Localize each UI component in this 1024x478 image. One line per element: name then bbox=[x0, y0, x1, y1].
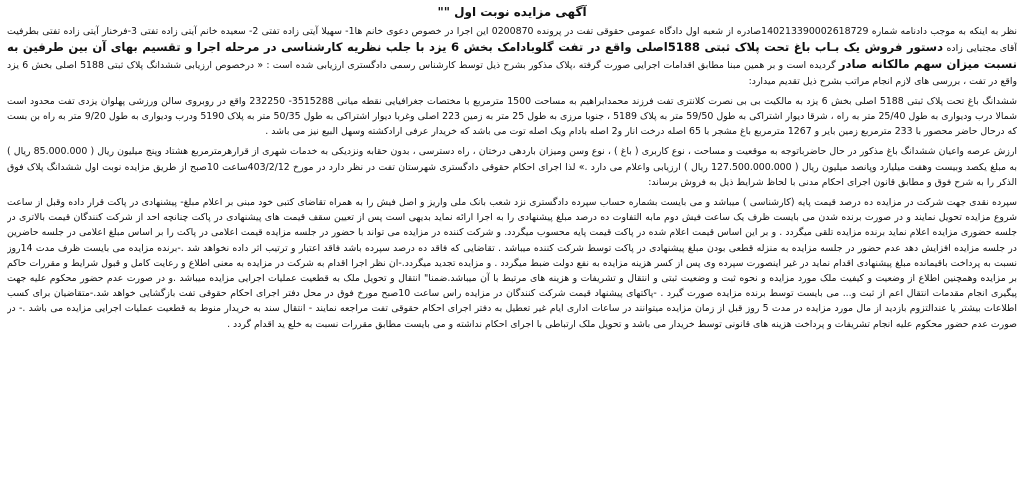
notice-paragraph-conditions: سپرده نقدی جهت شرکت در مزایده ده درصد قیمت پایه (کارشناسی ) میباشد و می بایست بشماره حساب سپرده دادگستری نزد شعب بانک ملی واریز و اصل فیش را به همراه تقاضای کتبی خود مبنی بر اعلام مبلغ- پیشنهادی در پاکت قرار داده وقبل از ساعت شروع مزایده تحویل نمایند و در صورت برنده شدن می بایست ظرف یک ساعت فیش دوم مابه التفاوت ده درصد مبلغ پیشنهادی را به اجرا ارائه نماید بدیهی است پس از تعیین سقف قیمت های پیشنهادی در پاکت چنانچه احد از شرکت کنندگان قیمت بالاتری در جلسه حضوری مزایده اعلام نماید برنده مزایده تلقی میگردد . و بر این اساس قیمت اعلام شده در پاکت قیمت پایه محسوب میگردد. و شرکت کننده در مزایده می تواند با حضور در جلسه مزایده قیمت اعلامی در پاکت را بر اساس مبلغ اعلامی در جلسه حاضرین در جلسه مزایده افزایش دهد عدم حضور در جلسه مزایده به منزله قطعی بودن مبلغ پیشنهادی در پاکت توسط شرکت کننده میباشد . تقاضایی که فاقد ده درصد سپرده باشد فاقد اعتبار و ترتیب اثر داده نخواهد شد .-برنده مزایده می بایست ظرف مدت 14روز نسبت به پرداخت باقیمانده مبلغ پیشنهادی اقدام نماید در غیر اینصورت سپرده وی پس از کسر هزینه مزایده به نفع دولت ضبط میگردد . و مزایده تجدید میگردد.-ان نظر اجرا اقدام به شرکت در مزایده به معنی اطلاع و رعایت کامل و قبول شرایط و مقررات حاکم بر مزایده وهمچنین اطلاع از وضعیت و کیفیت ملک مورد مزایده و نحوه ثبت و وضعیت ثبتی و انتقال و تشریفات و هزینه های مرتبط با آن میباشد.ضمنا" انتقال و تحویل ملک به قطعیت عملیات اجرایی مزایده میباشد .و در صورت عدم حضور محکوم علیه جهت پیگیری انجام مقدمات انتقال اعم از ثبت و... می بایست توسط برنده مزایده صورت گیرد . -پاکتهای پیشنهاد قیمت شرکت کنندگان در مزایده راس ساعت 10صبح مورخ فوق در محل دفتر اجرای احکام حقوقی تفت بازگشایی خواهد شد.-متقاضیان برای کسب اطلاعات بیشتر یا عندالتزوم بازدید از مال مورد مزایده در مدت 5 روز قبل از زمان مزایده میتوانند در ساعات اداری ایام غیر تعطیل به دفتر اجرای احکام حقوقی تفت مراجعه نمایند - انتقال سند به خریدار منوط به قطعیت عملیات اجرایی مزایده می باشد .- در صورت عدم حضور محکوم علیه انجام تشریفات و پرداخت هزینه های قانونی توسط خریدار می باشد و تحویل ملک ارتباطی با اجرای احکام نداشته و می بایست مطابق مقررات نسبت به خلع ید اقدام گردد . bbox=[7, 197, 1017, 330]
intro-text-order: دستور فروش یک بـاب باغ تحت پلاک ثبتی 5188اصلی واقع در تفت گلوبادامک بخش 6 یزد با جلب نظریه کارشناسی در مرحله اجرا و تقسیم بهای آن بین طرفین به نسبت میزان سهم مالکانه صادر bbox=[7, 40, 1017, 72]
notice-title: آگهی مزایده نوبت اول "" bbox=[437, 5, 587, 19]
intro-text-c: گردیده است و بر همین مبنا مطابق اقدامات اجرایی صورت گرفته ،پلاک مذکور بشرح ذیل توسط کارشناس رسمی دادگستری ارزیابی شده است : « درخصوص ارزیابی ششدانگ پلاک ثبتی 5188 اصلی بخش 6 یزد واقع در تفت ، بررسی های لازم انجام مراتب بشرح ذیل تقدیم میدارد: bbox=[7, 60, 1017, 87]
notice-paragraph-intro bbox=[7, 24, 1017, 89]
notice-paragraph-property: ششدانگ باغ تحت پلاک ثبتی 5188 اصلی بخش 6 یزد به مالکیت بی بی نصرت کلانتری تفت فرزند محمدابراهیم به مساحت 1500 مترمربع با مختصات جغرافیایی نقطه میانی 3515288- 232250 واقع در روبروی سالن ورزشی پهلوان یزدی تفت محدود است شمالا درب ودیواری به طول 25/40 متر به راه ، شرقا دیوار اشتراکی به طول 59/50 متر به پلاک 5189 ، جنوبا مرزی به طول 25 متر به زمین 223 اصلی وغربا دیوار اشتراکی به طول 50/35 متر به پلاک 5190 ودرب ودیواری به طول 9/20 متر به راه بن بست که درحال حاضر محصور با 233 مترمربع زمین بایر و 1267 مترمربع باغ مشجر با 65 اصله درخت انار و2 اصله بادام ویک اصله توت می باشد که خریدار عرفی ارادکشته وسهل البیع نیز می باشد . bbox=[7, 95, 1017, 138]
auction-notice bbox=[7, 0, 1017, 472]
intro-text-a: نظر به اینکه به موجب دادنامه شماره 140213390002618729صادره از شعبه اول دادگاه عمومی حقوقی تفت در پرونده 0200870 این اجرا در خصوص دعوی خانم ها1- سهیلا آیتی زاده تفتی 2- سعیده خانم آیتی زاده تفتی 3-فرخنار آیتی زاده تفتی بطرفیت آقای مجتبایی زاده bbox=[7, 26, 1017, 55]
notice-paragraph-valuation: ارزش عرصه واعیان ششدانگ باغ مذکور در حال حاضرباتوجه به موقعیت و مساحت ، نوع کاربری ( باغ ) ، نوع وسن ومیزان باردهی درختان ، راه دسترسی ، بدون حقابه ونزدیکی به خدمات شهری از قرارهرمترمربع هشتاد وپنج میلیون ریال ( 85.000.000 ریال ) به مبلغ یکصد وبیست وهفت میلیارد وپانصد میلیون ریال ( 127.500.000.000 ریال ) ارزیابی واعلام می دارد .» لذا اجرای احکام حقوقی دادگستری شهرستان تفت در نظر دارد در مورخ 403/2/12ساعت 10صبح از طریق مزایده نوبت اول ششدانگ پلاک فوق الذکر را به شرح فوق و مطابق قانون اجرای احکام مدنی با لحاظ شرایط ذیل به فروش برساند: bbox=[7, 146, 1017, 188]
